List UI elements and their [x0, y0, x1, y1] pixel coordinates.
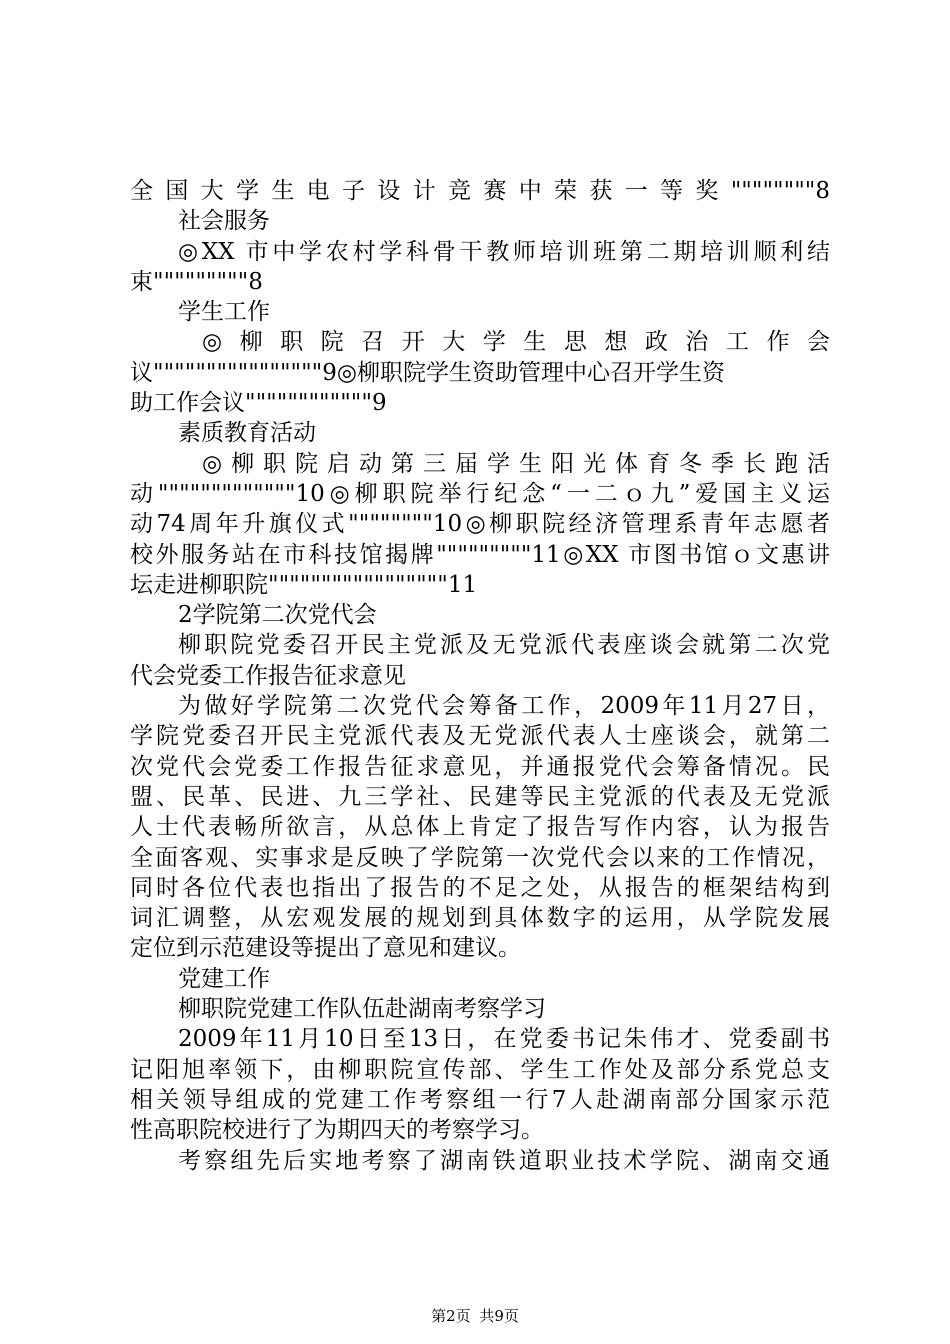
body-line: ◎柳职院启动第三届学生阳光体育冬季长跑活: [202, 450, 830, 477]
page-total: 共9页: [479, 1307, 519, 1325]
section-heading: 2学院第二次党代会: [178, 602, 377, 629]
section-heading: 社会服务: [178, 208, 270, 235]
body-line: 为做好学院第二次党代会筹备工作，2009年11月27日，: [178, 693, 830, 720]
document-body: [130, 176, 830, 1176]
section-heading: 学生工作: [178, 299, 270, 326]
body-line: 议""""""""""""""""9◎柳职院学生资助管理中心召开学生资: [130, 359, 725, 386]
body-line: 性高职院校进行了为期四天的考察学习。: [130, 1117, 544, 1144]
body-line: 相关领导组成的党建工作考察组一行7人赴湖南部分国家示范: [130, 1086, 830, 1113]
body-line: 校外服务站在市科技馆揭牌"""""""""11◎XX 市图书馆ｏ文惠讲: [130, 541, 830, 568]
body-line: 人士代表畅所欲言，从总体上肯定了报告写作内容，认为报告: [130, 814, 830, 841]
body-line: 同时各位代表也指出了报告的不足之处，从报告的框架结构到: [130, 874, 830, 901]
body-line: 全面客观、实事求是反映了学院第一次党代会以来的工作情况，: [130, 844, 830, 871]
body-line: 学院党委召开民主党派代表及无党派代表人士座谈会，就第二: [130, 723, 830, 750]
body-line: 次党代会党委工作报告征求意见，并通报党代会筹备情况。民: [130, 753, 830, 780]
body-line: 定位到示范建设等提出了意见和建议。: [130, 935, 521, 962]
page-number: 第2页: [431, 1307, 471, 1325]
body-line: ◎ 柳 职 院 召 开 大 学 生 思 想 政 治 工 作 会: [202, 329, 830, 356]
body-line: ◎XX 市中学农村学科骨干教师培训班第二期培训顺利结: [178, 238, 830, 265]
body-line: 束"""""""""8: [130, 268, 263, 295]
section-heading: 素质教育活动: [178, 420, 316, 447]
article-title: 柳职院党委召开民主党派及无党派代表座谈会就第二次党: [178, 632, 830, 659]
section-heading: 党建工作: [178, 965, 270, 992]
article-title: 代会党委工作报告征求意见: [130, 662, 406, 689]
body-line: 助工作会议""""""""""""9: [130, 390, 387, 417]
body-line: 考察组先后实地考察了湖南铁道职业技术学院、湖南交通: [178, 1147, 830, 1174]
body-line: 2009年11月10日至13日，在党委书记朱伟才、党委副书: [178, 1026, 830, 1053]
body-line: 动74周年升旗仪式""""""""10◎柳职院经济管理系青年志愿者: [130, 511, 830, 538]
body-line: 盟、民革、民进、九三学社、民建等民主党派的代表及无党派: [130, 783, 830, 810]
body-line: 记阳旭率领下，由柳职院宣传部、学生工作处及部分系党总支: [130, 1056, 830, 1083]
page-footer: [0, 1305, 950, 1326]
article-title: 柳职院党建工作队伍赴湖南考察学习: [178, 996, 546, 1023]
body-line: 词汇调整，从宏观发展的规划到具体数字的运用，从学院发展: [130, 905, 830, 932]
body-line: 动"""""""""""""10◎柳职院举行纪念“一二ｏ九”爱国主义运: [130, 480, 830, 507]
body-line: 全国大学生电子设计竞赛中荣获一等奖""""""""8: [130, 178, 830, 204]
body-line: 坛走进柳职院"""""""""""""""""11: [130, 571, 478, 598]
